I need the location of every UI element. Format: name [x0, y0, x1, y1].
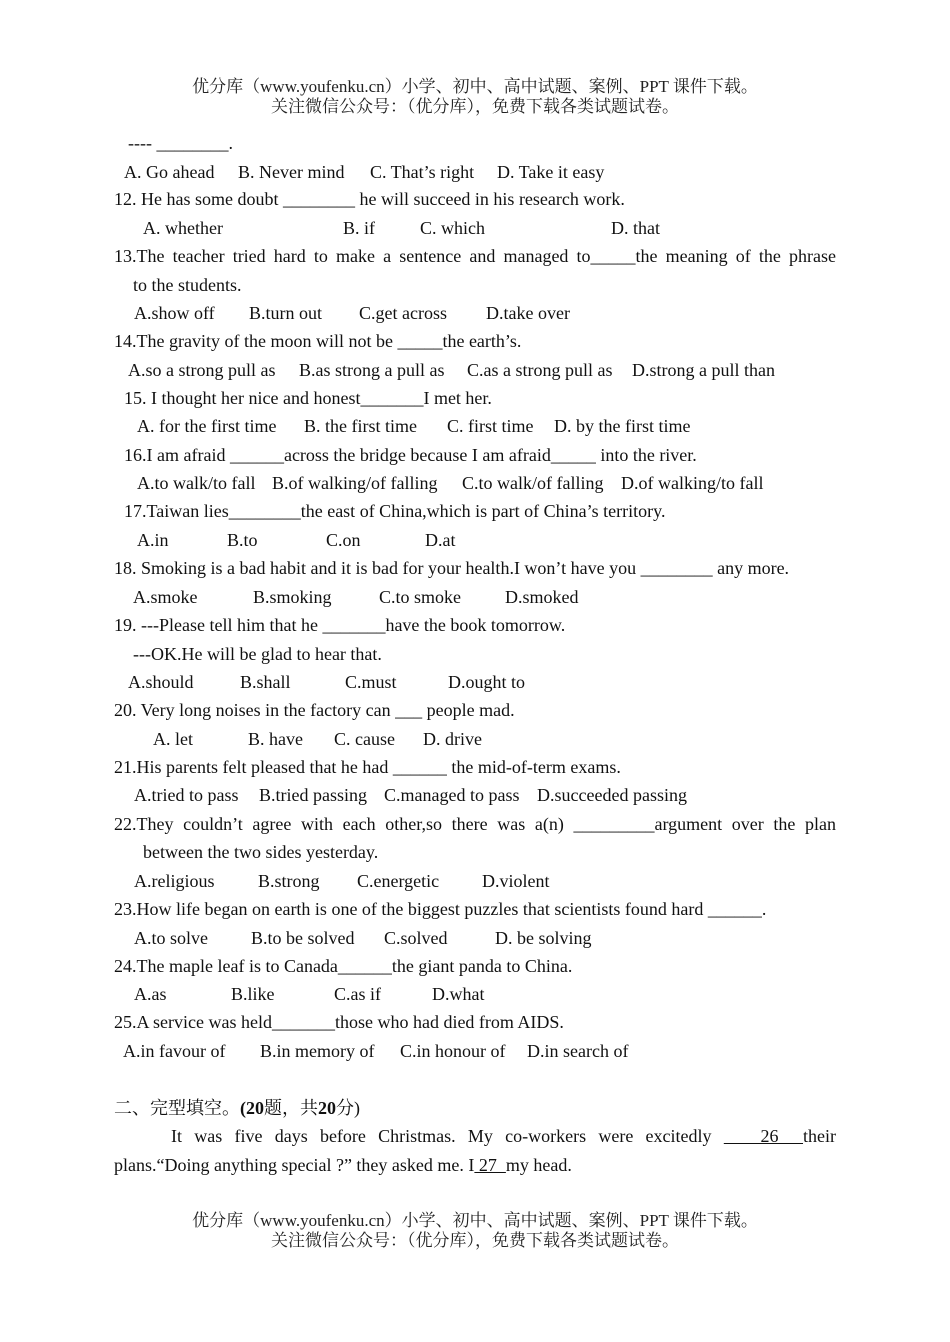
q22-stem-line1: 22.They couldn’t agree with each other,so there was a(n) _________argument over the plan	[114, 814, 836, 834]
q19-option-a: A.should	[128, 672, 194, 692]
q12-option-c: C. which	[420, 218, 485, 238]
q25-option-a: A.in favour of	[123, 1041, 226, 1061]
q12-option-b: B. if	[343, 218, 376, 238]
q15-option-b: B. the first time	[304, 416, 417, 436]
q25-option-d: D.in search of	[527, 1041, 629, 1061]
q22-option-d: D.violent	[482, 871, 550, 891]
q21-stem: 21.His parents felt pleased that he had ______ the mid-of-term exams.	[114, 757, 621, 777]
q18-option-a: A.smoke	[133, 587, 198, 607]
q20-option-a: A. let	[153, 729, 193, 749]
q16-option-a: A.to walk/to fall	[137, 473, 256, 493]
q19-stem-line1: 19. ---Please tell him that he _______have the book tomorrow.	[114, 615, 566, 635]
q16-option-c: C.to walk/of falling	[462, 473, 604, 493]
q14-option-a: A.so a strong pull as	[128, 360, 276, 380]
q12-option-a: A. whether	[143, 218, 223, 238]
q15-option-d: D. by the first time	[554, 416, 691, 436]
passage-line2: plans.“Doing anything special ?” they asked me. I 27 my head.	[114, 1155, 572, 1175]
q22-option-b: B.strong	[258, 871, 320, 891]
q11-option-a: A. Go ahead	[124, 162, 215, 182]
q13-stem-line1: 13.The teacher tried hard to make a sentence and managed to_____the meaning of the phrase	[114, 246, 836, 266]
blank-27: 27	[474, 1155, 506, 1175]
passage-line1: It was five days before Christmas. My co-workers were excitedly 26 their	[171, 1126, 837, 1146]
page-header-line2: 关注微信公众号：（优分库），免费下载各类试题试卷。	[271, 97, 679, 116]
q17-option-a: A.in	[137, 530, 169, 550]
q12-stem: 12. He has some doubt ________ he will succeed in his research work.	[114, 189, 625, 209]
q20-option-c: C. cause	[334, 729, 395, 749]
q16-stem: 16.I am afraid ______across the bridge because I am afraid_____ into the river.	[124, 445, 697, 465]
q19-stem-line2: ---OK.He will be glad to hear that.	[133, 644, 382, 664]
q13-option-d: D.take over	[486, 303, 570, 323]
q18-option-d: D.smoked	[505, 587, 579, 607]
q18-option-b: B.smoking	[253, 587, 332, 607]
q22-stem-line2: between the two sides yesterday.	[143, 842, 379, 862]
q14-option-c: C.as a strong pull as	[467, 360, 613, 380]
q25-option-c: C.in honour of	[400, 1041, 506, 1061]
q20-option-d: D. drive	[423, 729, 482, 749]
q13-option-b: B.turn out	[249, 303, 323, 323]
q13-option-c: C.get across	[359, 303, 447, 323]
q11-option-d: D. Take it easy	[497, 162, 605, 182]
q22-option-c: C.energetic	[357, 871, 440, 891]
q16-option-d: D.of walking/to fall	[621, 473, 764, 493]
page-footer-line2: 关注微信公众号：（优分库），免费下载各类试题试卷。	[271, 1231, 679, 1250]
q15-stem: 15. I thought her nice and honest_______I met her.	[124, 388, 492, 408]
blank-26: 26	[723, 1126, 804, 1146]
q24-option-a: A.as	[134, 984, 167, 1004]
q16-option-b: B.of walking/of falling	[272, 473, 438, 493]
q13-stem-line2: to the students.	[133, 275, 242, 295]
q14-option-b: B.as strong a pull as	[299, 360, 445, 380]
q25-option-b: B.in memory of	[260, 1041, 375, 1061]
q19-option-b: B.shall	[240, 672, 291, 692]
q22-option-a: A.religious	[134, 871, 215, 891]
q17-stem: 17.Taiwan lies________the east of China,which is part of China’s territory.	[124, 501, 666, 521]
q19-option-d: D.ought to	[448, 672, 526, 692]
q17-option-c: C.on	[326, 530, 361, 550]
q23-option-b: B.to be solved	[251, 928, 355, 948]
q14-stem: 14.The gravity of the moon will not be _____the earth’s.	[114, 331, 522, 351]
q21-option-d: D.succeeded passing	[537, 785, 687, 805]
q23-option-c: C.solved	[384, 928, 448, 948]
q18-stem: 18. Smoking is a bad habit and it is bad for your health.I won’t have you ________ any more.	[114, 558, 790, 578]
page-footer-line1: 优分库（www.youfenku.cn）小学、初中、高中试题、案例、PPT 课件下载。	[192, 1211, 758, 1230]
q23-stem: 23.How life began on earth is one of the biggest puzzles that scientists found hard ______.	[114, 899, 767, 919]
q17-option-b: B.to	[227, 530, 258, 550]
q24-option-d: D.what	[432, 984, 485, 1004]
q21-option-c: C.managed to pass	[384, 785, 520, 805]
page-header-line1: 优分库（www.youfenku.cn）小学、初中、高中试题、案例、PPT 课件下载。	[192, 77, 758, 96]
q15-option-a: A. for the first time	[137, 416, 277, 436]
q11-option-b: B. Never mind	[238, 162, 345, 182]
q20-option-b: B. have	[248, 729, 303, 749]
q21-option-b: B.tried passing	[259, 785, 367, 805]
section-2-title: 二、完型填空。(20题，共20分)	[114, 1098, 360, 1118]
q17-option-d: D.at	[425, 530, 456, 550]
q18-option-c: C.to smoke	[379, 587, 462, 607]
q13-option-a: A.show off	[134, 303, 215, 323]
q24-stem: 24.The maple leaf is to Canada______the giant panda to China.	[114, 956, 573, 976]
q11-stem: ---- ________.	[128, 133, 233, 153]
q20-stem: 20. Very long noises in the factory can ___ people mad.	[114, 700, 515, 720]
q15-option-c: C. first time	[447, 416, 534, 436]
q23-option-d: D. be solving	[495, 928, 592, 948]
q24-option-c: C.as if	[334, 984, 381, 1004]
q14-option-d: D.strong a pull than	[632, 360, 775, 380]
q24-option-b: B.like	[231, 984, 275, 1004]
q23-option-a: A.to solve	[134, 928, 208, 948]
q12-option-d: D. that	[611, 218, 660, 238]
q25-stem: 25.A service was held_______those who had died from AIDS.	[114, 1012, 564, 1032]
q11-option-c: C. That’s right	[370, 162, 475, 182]
q19-option-c: C.must	[345, 672, 397, 692]
q21-option-a: A.tried to pass	[134, 785, 239, 805]
